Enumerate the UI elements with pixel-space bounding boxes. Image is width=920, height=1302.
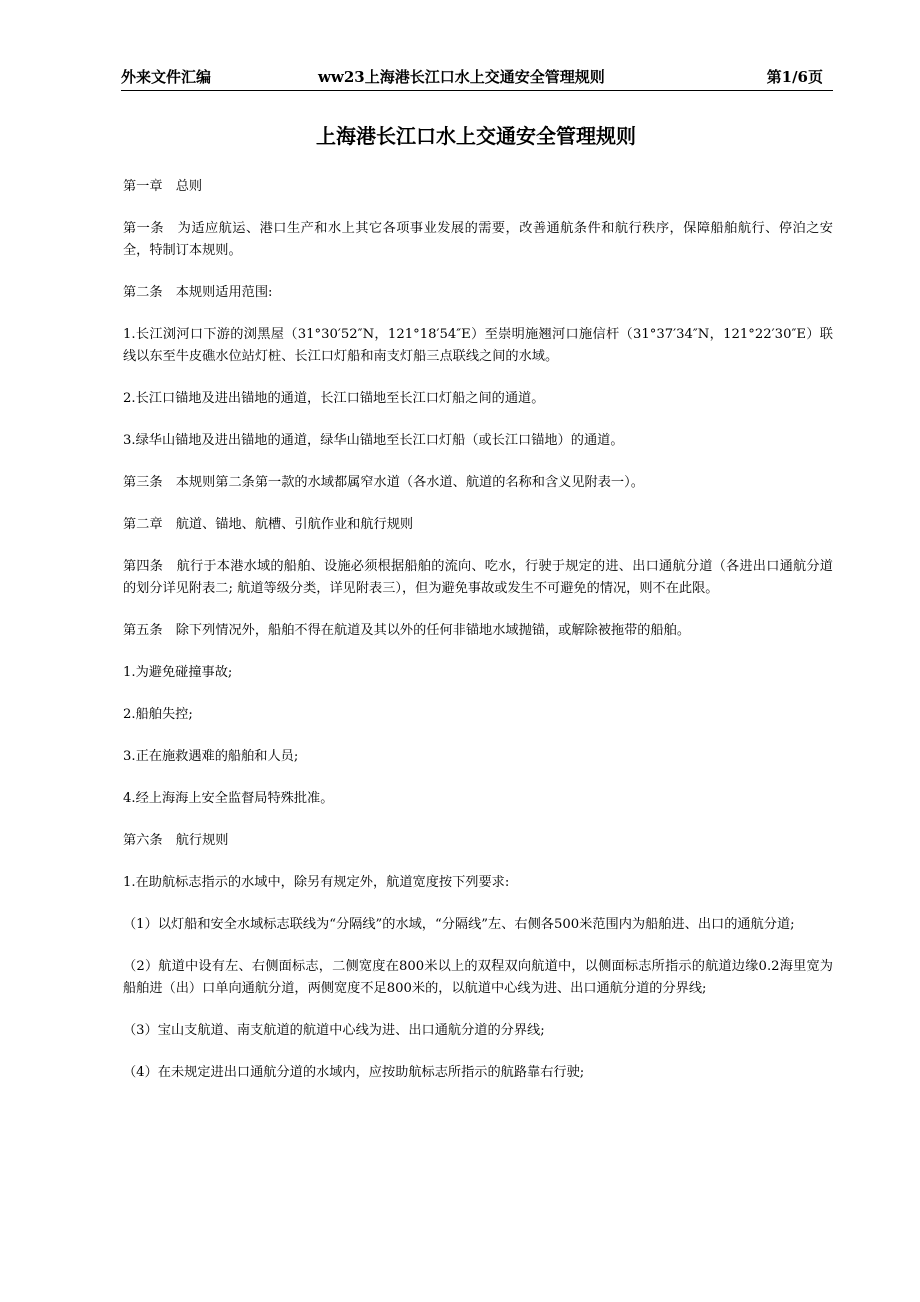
- article-2: 第二条 本规则适用范围:: [123, 285, 273, 300]
- article-6-subitem-2: （2）航道中设有左、右侧面标志，二侧宽度在800米以上的双程双向航道中，以侧面标志所指示的航道边缘0.2海里宽为船舶进（出）口单向通航分道，两侧宽度不足800米的，以航道中心线为进、出口通航分道的分界线;: [123, 959, 833, 996]
- header-collection-name: 外来文件汇编: [121, 68, 212, 86]
- header-document-name: ww23上海港长江口水上交通安全管理规则: [318, 68, 605, 86]
- article-5-item-2: 2.船舶失控;: [123, 707, 193, 722]
- article-6-subitem-4: （4）在未规定进出口通航分道的水域内，应按助航标志所指示的航路靠右行驶;: [123, 1065, 585, 1080]
- article-4: 第四条 航行于本港水域的船舶、设施必须根据船舶的流向、吃水，行驶于规定的进、出口通航分道（各进出口通航分道的划分详见附表二; 航道等级分类，详见附表三），但为避免事故或发生不可避免的情况，则不在此限。: [123, 559, 833, 596]
- article-6-subitem-3: （3）宝山支航道、南支航道的航道中心线为进、出口通航分道的分界线;: [123, 1023, 545, 1038]
- chapter-2-heading: 第二章 航道、锚地、航槽、引航作业和航行规则: [123, 517, 414, 532]
- article-3: 第三条 本规则第二条第一款的水域都属窄水道（各水道、航道的名称和含义见附表一）。: [123, 475, 644, 490]
- page-header: [121, 64, 833, 91]
- article-2-item-1: 1.长江浏河口下游的浏黑屋（31°30′52″N，121°18′54″E）至崇明施翘河口施信杆（31°37′34″N，121°22′30″E）联线以东至牛皮礁水位站灯桩、长江口灯船和南支灯船三点联线之间的水域。: [123, 327, 833, 364]
- article-5-item-4: 4.经上海海上安全监督局特殊批准。: [123, 791, 334, 806]
- header-page-number: 第1/6页: [766, 68, 823, 86]
- article-5-item-3: 3.正在施救遇难的船舶和人员;: [123, 749, 299, 764]
- article-2-item-2: 2.长江口锚地及进出锚地的通道，长江口锚地至长江口灯船之间的通道。: [123, 391, 545, 406]
- article-6: 第六条 航行规则: [123, 833, 229, 848]
- article-5: 第五条 除下列情况外，船舶不得在航道及其以外的任何非锚地水域抛锚，或解除被拖带的船舶。: [123, 623, 691, 638]
- chapter-1-heading: 第一章 总则: [123, 179, 203, 194]
- article-2-item-3: 3.绿华山锚地及进出锚地的通道，绿华山锚地至长江口灯船（或长江口锚地）的通道。: [123, 433, 624, 448]
- document-body: [123, 176, 833, 1104]
- article-5-item-1: 1.为避免碰撞事故;: [123, 665, 233, 680]
- article-6-item-1: 1.在助航标志指示的水域中，除另有规定外，航道宽度按下列要求:: [123, 875, 510, 890]
- article-1: 第一条 为适应航运、港口生产和水上其它各项事业发展的需要，改善通航条件和航行秩序，保障船舶航行、停泊之安全，特制订本规则。: [123, 221, 833, 258]
- document-title: 上海港长江口水上交通安全管理规则: [316, 124, 636, 148]
- article-6-subitem-1: （1）以灯船和安全水域标志联线为“分隔线”的水域，“分隔线”左、右侧各500米范围内为船舶进、出口的通航分道;: [123, 917, 795, 932]
